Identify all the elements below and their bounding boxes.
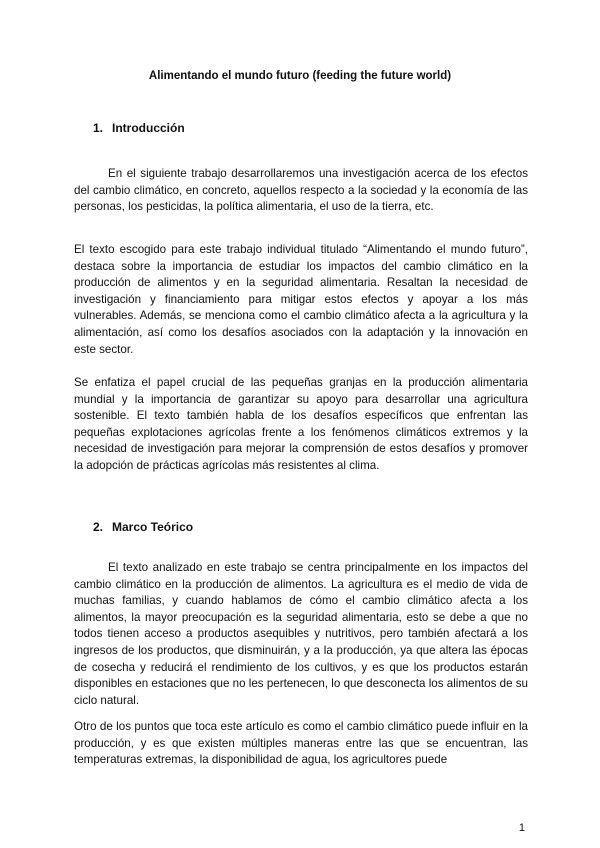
paragraph: Se enfatiza el papel crucial de las pequeñas granjas en la producción alimentaria mundial y la importancia de garantizar su apoyo para desarrollar una agricultura sostenible. El texto también habla de los desafíos específicos que enfrentan las pequeñas explotaciones agrícolas frente a los fenómenos climáticos extremos y la necesidad de investigación para mejorar la comprensión de estos desafíos y promover la adopción de prácticas agrícolas más resistentes al clima. [74,376,528,472]
paragraph: El texto analizado en este trabajo se centra principalmente en los impactos del cambio climático en la producción de alimentos. La agricultura es el medio de vida de muchas familias, y cuando hablamos de cómo el cambio climático afecta a los alimentos, la mayor preocupación es la seguridad alimentaria, esto se debe a que no todos tienen acceso a productos asequibles y nutritivos, pero también afectará a los ingresos de los productos, que disminuirán, y a la producción, ya que altera las épocas de cosecha y reducirá el rendimiento de los cultivos, y es que los productos estarán disponibles en estaciones que no les pertenecen, lo que desconecta los alimentos de su ciclo natural. [74,561,528,707]
paragraph: En el siguiente trabajo desarrollaremos una investigación acerca de los efectos del cambio climático, en concreto, aquellos respecto a la sociedad y la economía de las personas, los pesticidas, la política alimentaria, el uso de la tierra, etc. [74,167,528,214]
section-title: Marco Teórico [112,520,194,534]
section-heading-introduccion [93,121,185,135]
section-number: 2. [93,520,104,534]
paragraph: El texto escogido para este trabajo individual titulado “Alimentando el mundo futuro”, destaca sobre la importancia de estudiar los impactos del cambio climático en la producción de alimentos y en la seguridad alimentaria. Resaltan la necesidad de investigación y financiamiento para mitigar estos efectos y apoyar a los más vulnerables. Además, se menciona como el cambio climático afecta a la agricultura y la alimentación, así como los desafíos asociados con la adaptación y la innovación en este sector. [74,243,528,356]
document-title: Alimentando el mundo futuro (feeding the future world) [148,70,452,82]
section-title: Introducción [112,121,185,135]
section-number: 1. [93,121,104,135]
page-number: 1 [518,822,525,834]
section-heading-marco-teorico [93,520,193,534]
paragraph: Otro de los puntos que toca este artículo es como el cambio climático puede influir en la producción, y es que existen múltiples maneras entre las que se encuentran, las temperaturas extremas, la disponibilidad de agua, los agricultores puede [74,720,528,767]
